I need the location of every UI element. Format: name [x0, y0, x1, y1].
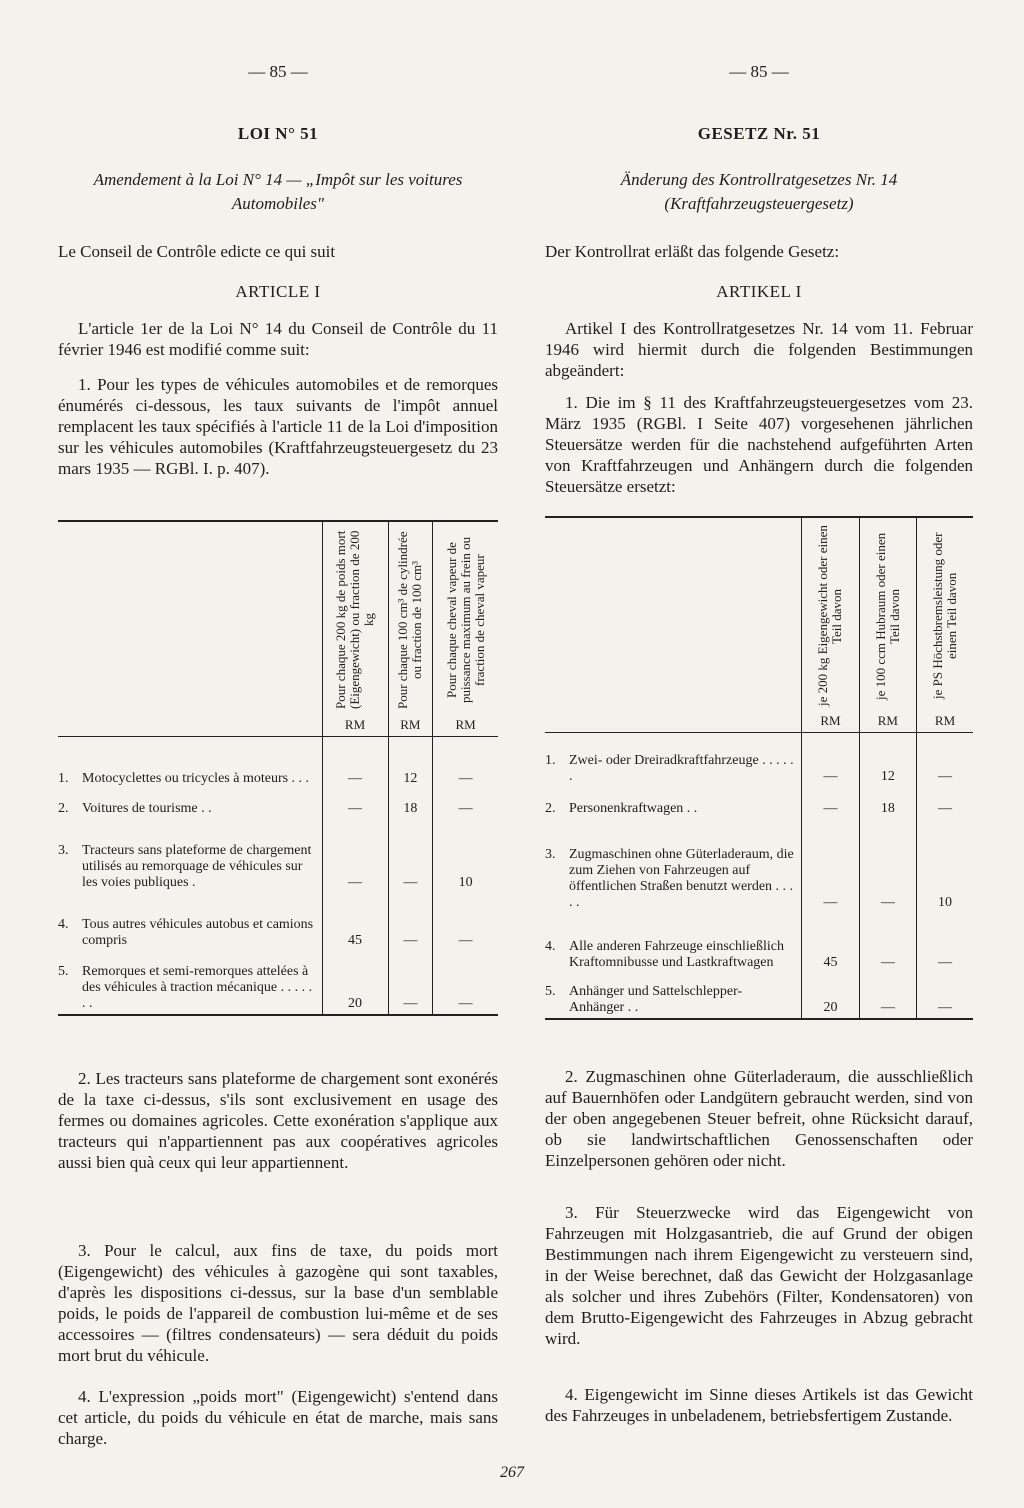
page-number-fr: — 85 — — [248, 62, 308, 81]
law-title-fr: LOI N° 51 — [237, 124, 319, 143]
article-heading-de: ARTIKEL I — [716, 282, 802, 301]
paragraph-4-de: 3. Für Steuerzwecke wird das Eigengewicht von Fahrzeugen mit Holzgasantrieb, die auf Grund der obigen Bestimmungen nach ihrem Eigengewicht zu versteuern sind, in der Weise berechnet, daß das Gewicht der Holzgasanlage als solcher und ihres Zubehörs (Filter, Kondensatoren) von dem Brutto-Eigengewicht des Fahrzeuges in Abzug gebracht wird. — [545, 1203, 973, 1348]
intro-de: Der Kontrollrat erläßt das folgende Gesetz: — [545, 242, 840, 261]
subtitle-fr: Amendement à la Loi N° 14 — „Impôt sur les voitures Automobiles" — [93, 170, 463, 213]
paragraph-2-de: 1. Die im § 11 des Kraftfahrzeugsteuergesetzes vom 23. März 1935 (RGBl. I Seite 407) vorgesehenen jährlichen Steuersätze werden für die nachstehend aufgeführten Arten von Kraftfahrzeugen und Anhängern durch die folgenden Steuersätze ersetzt: — [545, 393, 973, 496]
table-header-weight: Pour chaque 200 kg de poids mort (Eigengewicht) ou fraction de 200 kg RM — [322, 521, 388, 737]
paragraph-5-fr: 4. L'expression „poids mort" (Eigengewicht) s'entend dans cet article, du poids du véhicule en état de marche, mais sans charge. — [58, 1387, 498, 1448]
law-title-de: GESETZ Nr. 51 — [697, 124, 821, 143]
tax-table-de — [545, 516, 973, 1020]
paragraph-5-de: 4. Eigengewicht im Sinne dieses Artikels ist das Gewicht des Fahrzeuges in unbeladenem, betriebsfertigem Zustande. — [545, 1385, 973, 1425]
table-row: 3. Zugmaschinen ohne Güterladeraum, die zum Ziehen von Fahrzeugen auf öffentlichen Straßen benutzt werden . . . . . — — 10 — [545, 817, 973, 911]
table-row: 2. Voitures de tourisme . . — 18 — — [58, 787, 498, 817]
table-row: 5. Anhänger und Sattelschlepper-Anhänger . . 20 — — — [545, 971, 973, 1019]
table-header-cylinder: je 100 ccm Hubraum oder einen Teil davon RM — [859, 517, 916, 733]
table-row: 1. Motocyclettes ou tricycles à moteurs . . . — 12 — — [58, 737, 498, 787]
table-header-blank — [545, 517, 802, 733]
table-header-weight: je 200 kg Eigengewicht oder einen Teil davon RM — [802, 517, 859, 733]
subtitle-de: Änderung des Kontrollratgesetzes Nr. 14 (Kraftfahrzeugsteuergesetz) — [620, 170, 898, 213]
table-row: 4. Alle anderen Fahrzeuge einschließlich Kraftomnibusse und Lastkraftwagen 45 — — — [545, 911, 973, 971]
table-header-blank — [58, 521, 322, 737]
page-number-de: — 85 — — [729, 62, 789, 81]
paragraph-2-fr: 1. Pour les types de véhicules automobiles et de remorques énumérés ci-dessous, les taux suivants de l'impôt annuel remplacent les taux spécifiés à l'article 11 de la Loi d'imposition sur les véhicules automobiles (Kraftfahrzeugsteuergesetz du 23 mars 1935 — RGBl. I. p. 407). — [58, 375, 498, 478]
paragraph-4-fr: 3. Pour le calcul, aux fins de taxe, du poids mort (Eigengewicht) des véhicules à gazogène qui sont taxables, d'après les dispositions ci-dessus, sur la base d'un semblable poids, le poids de l'appareil de combustion lui-même et de ses accessoires — (filtres condensateurs) — sera déduit du poids mort brut du véhicule. — [58, 1241, 498, 1365]
paragraph-3-fr: 2. Les tracteurs sans plateforme de chargement sont exonérés de la taxe ci-dessus, s'ils sont exclusivement en usage des fermes ou domaines agricoles. Cette exonération s'applique aux tracteurs qui n'appartiennent pas aux coopératives agricoles aussi bien quà ceux qui leur appartiennent. — [58, 1069, 498, 1172]
paragraph-1-fr: L'article 1er de la Loi N° 14 du Conseil de Contrôle du 11 février 1946 est modifié comme suit: — [58, 319, 498, 359]
table-row: 4. Tous autres véhicules autobus et camions compris 45 — — — [58, 891, 498, 949]
table-row: 2. Personenkraftwagen . . — 18 — — [545, 785, 973, 817]
footer-page-number: 267 — [500, 1464, 524, 1481]
table-row: 1. Zwei- oder Dreiradkraftfahrzeuge . . . . . . — 12 — — [545, 733, 973, 785]
table-header-power: je PS Höchstbremsleistung oder einen Teil davon RM — [917, 517, 973, 733]
paragraph-3-de: 2. Zugmaschinen ohne Güterladeraum, die ausschließlich auf Bauernhöfen oder Landgütern gebraucht werden, sind von der oben angegebenen Steuer befreit, ohne Rücksicht darauf, ob sie landwirtschaftlichen Genossenschaften oder Einzelpersonen gehören oder nicht. — [545, 1067, 973, 1170]
table-header-power: Pour chaque cheval vapeur de puissance maximum au frein ou fraction de cheval vapeur RM — [433, 521, 498, 737]
article-heading-fr: ARTICLE I — [235, 282, 321, 301]
tax-table-fr — [58, 520, 498, 1016]
intro-fr: Le Conseil de Contrôle edicte ce qui suit — [58, 242, 336, 261]
table-header-cylinder: Pour chaque 100 cm³ de cylindrée ou fraction de 100 cm³ RM — [388, 521, 433, 737]
table-row: 5. Remorques et semi-remorques attelées à des véhicules à traction mécanique . . . . . . . 20 — — — [58, 949, 498, 1015]
paragraph-1-de: Artikel I des Kontrollratgesetzes Nr. 14 vom 11. Februar 1946 wird hiermit durch die folgenden Bestimmungen abgeändert: — [545, 319, 973, 380]
table-row: 3. Tracteurs sans plateforme de chargement utilisés au remorquage de véhicules sur les voies publiques . — — 10 — [58, 817, 498, 891]
